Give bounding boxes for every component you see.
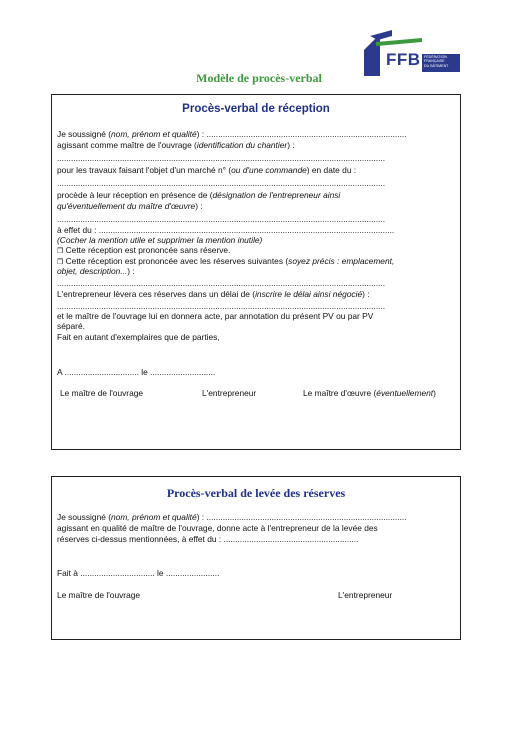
option-no-reserve: ❒ Cette réception est prononcée sans réserve.	[57, 245, 231, 255]
place-date-line: Fait à ................................ le .......................	[57, 568, 220, 578]
signatory-line: Je soussigné (nom, prénom et qualité) : ......................................................................................	[57, 129, 407, 139]
effect-date-line: réserves ci-dessus mentionnées, à effet du : ..........................................................	[57, 534, 359, 544]
checkbox-icon[interactable]: ❒	[57, 259, 64, 266]
reserves-lifting-heading: Procès-verbal de levée des réserves	[166, 486, 346, 500]
presence-line-cont: qu'éventuellement du maître d'œuvre) :	[57, 201, 203, 211]
blank-line: .............................................................................................................................................	[57, 153, 386, 163]
signature-contractor: L'entrepreneur	[202, 388, 257, 398]
reserves-lifting-form	[51, 476, 461, 640]
signature-owner: Le maître de l'ouvrage	[60, 388, 144, 398]
signature-architect: Le maître d'œuvre (éventuellement)	[303, 388, 436, 398]
signature-owner: Le maître de l'ouvrage	[57, 590, 141, 600]
copies-line: Fait en autant d'exemplaires que de parties,	[57, 332, 220, 342]
deadline-line: L'entrepreneur lèvera ces réserves dans un délai de (inscrire le délai ainsi négocié) :	[57, 289, 370, 299]
logo-tagline: FÉDÉRATION FRANÇAISE DU BÂTIMENT	[422, 54, 460, 72]
option-with-reserves-cont: objet, description...) :	[57, 266, 135, 276]
blank-line: .............................................................................................................................................	[57, 214, 386, 224]
instruction-line: (Cocher la mention utile et supprimer la mention inutile)	[57, 235, 263, 245]
signatory-line: Je soussigné (nom, prénom et qualité) : ......................................................................................	[57, 512, 407, 522]
acknowledgement-line: et le maître de l'ouvrage lui en donnera acte, par annotation du présent PV ou par PV	[57, 311, 374, 321]
effect-date-line: à effet du : ...............................................................................................................................	[57, 225, 395, 235]
signature-contractor: L'entrepreneur	[338, 590, 393, 600]
acknowledgement-line-cont: séparé.	[57, 321, 85, 331]
option-with-reserves: ❒ Cette réception est prononcée avec les réserves suivantes (soyez précis : emplacement,	[57, 256, 395, 266]
presence-line: procède à leur réception en présence de (désignation de l'entrepreneur ainsi	[57, 190, 341, 200]
owner-line: agissant comme maître de l'ouvrage (identification du chantier) :	[57, 140, 295, 150]
reception-heading: Procès-verbal de réception	[182, 103, 330, 115]
contract-line: pour les travaux faisant l'objet d'un marché n° (ou d'une commande) en date du :	[57, 165, 357, 175]
blank-line: .............................................................................................................................................	[57, 178, 386, 188]
logo-wordmark: FFB	[386, 50, 421, 69]
document-title: Modèle de procès-verbal	[196, 71, 322, 85]
blank-line: .............................................................................................................................................	[57, 278, 386, 288]
place-date-line: A ................................ le ............................	[57, 367, 216, 377]
blank-line: .............................................................................................................................................	[57, 301, 386, 311]
reception-form	[51, 94, 461, 450]
acknowledgement-line: agissant en qualité de maître de l'ouvrage, donne acte à l'entrepreneur de la levée des	[57, 523, 378, 533]
checkbox-icon[interactable]: ❒	[57, 248, 64, 255]
